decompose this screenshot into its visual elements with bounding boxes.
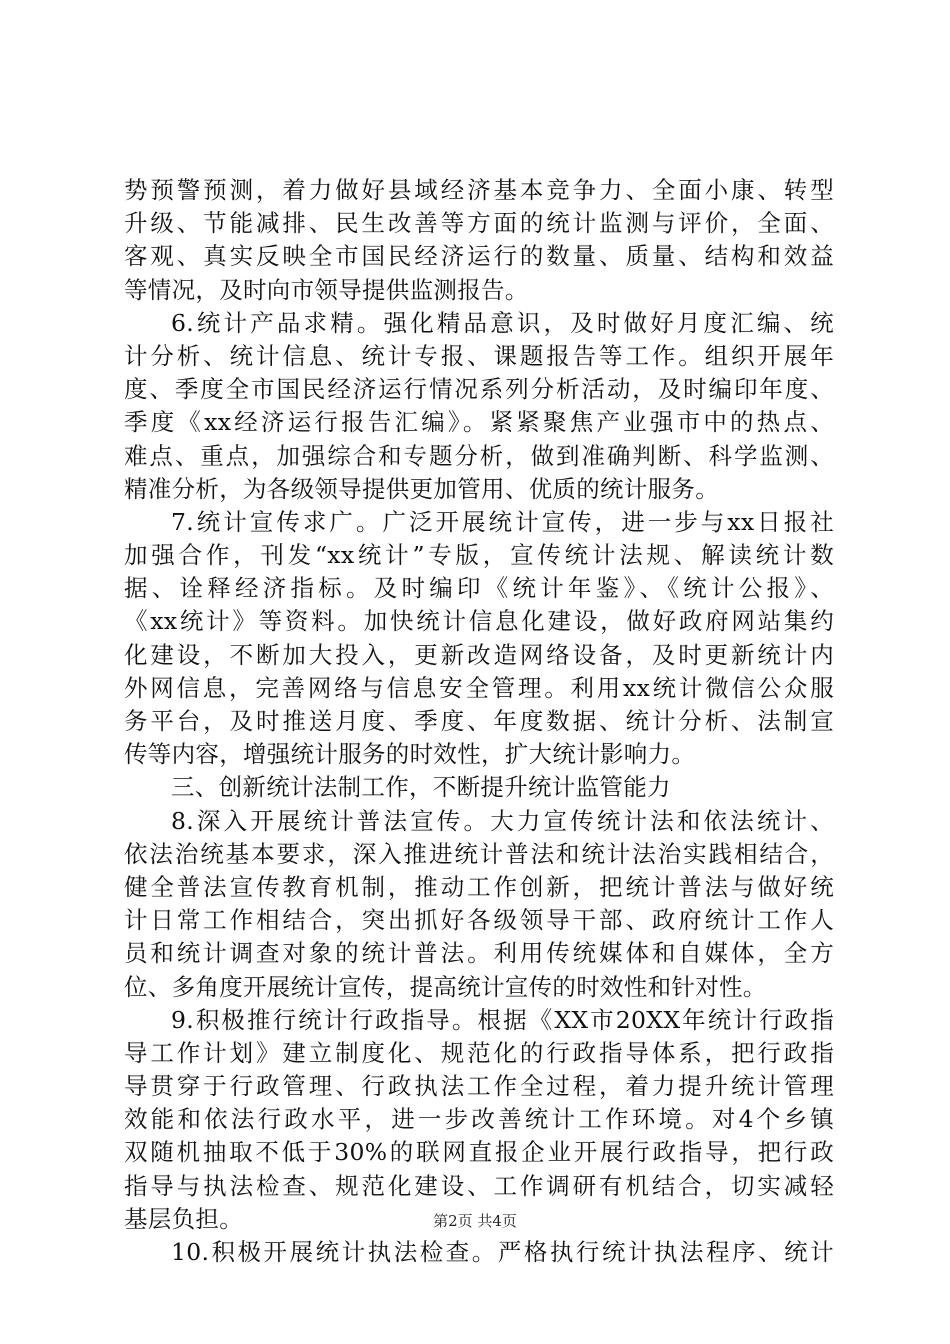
text-line: 位、多角度开展统计宣传，提高统计宣传的时效性和针对性。 (124, 972, 767, 1001)
text-line: 传等内容，增强统计服务的时效性，扩大统计影响力。 (124, 740, 696, 769)
text-line: 季度《xx经济运行报告汇编》。紧紧聚焦产业强市中的热点、 (124, 408, 834, 437)
text-line: 6.统计产品求精。强化精品意识，及时做好月度汇编、统 (171, 308, 834, 337)
text-line: 双随机抽取不低于30%的联网直报企业开展行政指导，把行政 (124, 1138, 834, 1167)
text-line: 计日常工作相结合，突出抓好各级领导干部、政府统计工作人 (124, 906, 834, 935)
text-line: 10.积极开展统计执法检查。严格执行统计执法程序、统计 (171, 1238, 834, 1266)
text-line: 升级、节能减排、民生改善等方面的统计监测与评价，全面、 (124, 209, 834, 238)
text-line: 效能和依法行政水平，进一步改善统计工作环境。对4个乡镇 (124, 1105, 834, 1134)
text-line: 据、诠释经济指标。及时编印《统计年鉴》、《统计公报》、 (124, 574, 834, 603)
text-line: 度、季度全市国民经济运行情况系列分析活动，及时编印年度、 (124, 375, 834, 404)
text-line: 加强合作，刊发“xx统计”专版，宣传统计法规、解读统计数 (124, 541, 834, 570)
text-line: 基层负担。 (124, 1204, 243, 1233)
text-line: 化建设，不断加大投入，更新改造网络设备，及时更新统计内 (124, 640, 834, 669)
text-line: 健全普法宣传教育机制，推动工作创新，把统计普法与做好统 (124, 872, 834, 901)
text-line: 外网信息，完善网络与信息安全管理。利用xx统计微信公众服 (124, 673, 834, 702)
text-line: 客观、真实反映全市国民经济运行的数量、质量、结构和效益 (124, 242, 834, 271)
text-line: 三、创新统计法制工作，不断提升统计监管能力 (171, 773, 671, 802)
text-line: 《xx统计》等资料。加快统计信息化建设，做好政府网站集约 (124, 607, 834, 636)
text-line: 导贯穿于行政管理、行政执法工作全过程，着力提升统计管理 (124, 1072, 834, 1101)
text-line: 务平台，及时推送月度、季度、年度数据、统计分析、法制宣 (124, 707, 834, 735)
text-line: 员和统计调查对象的统计普法。利用传统媒体和自媒体，全方 (124, 939, 834, 968)
text-line: 9.积极推行统计行政指导。根据《XX市20XX年统计行政指 (171, 1005, 834, 1034)
text-line: 依法治统基本要求，深入推进统计普法和统计法治实践相结合， (124, 839, 834, 868)
text-line: 8.深入开展统计普法宣传。大力宣传统计法和依法统计、 (171, 806, 834, 835)
text-line: 难点、重点，加强综合和专题分析，做到准确判断、科学监测、 (124, 441, 834, 470)
text-line: 精准分析，为各级领导提供更加管用、优质的统计服务。 (124, 474, 719, 503)
document-body (124, 174, 834, 1269)
text-line: 指导与执法检查、规范化建设、工作调研有机结合，切实减轻 (124, 1171, 834, 1200)
text-line: 计分析、统计信息、统计专报、课题报告等工作。组织开展年 (124, 341, 834, 370)
text-line: 势预警预测，着力做好县域经济基本竞争力、全面小康、转型 (124, 176, 834, 204)
page-footer: 第2页 共4页 (433, 1212, 517, 1230)
text-line: 等情况，及时向市领导提供监测报告。 (124, 275, 529, 304)
text-line: 7.统计宣传求广。广泛开展统计宣传，进一步与xx日报社 (171, 507, 834, 536)
text-line: 导工作计划》建立制度化、规范化的行政指导体系，把行政指 (124, 1038, 834, 1067)
